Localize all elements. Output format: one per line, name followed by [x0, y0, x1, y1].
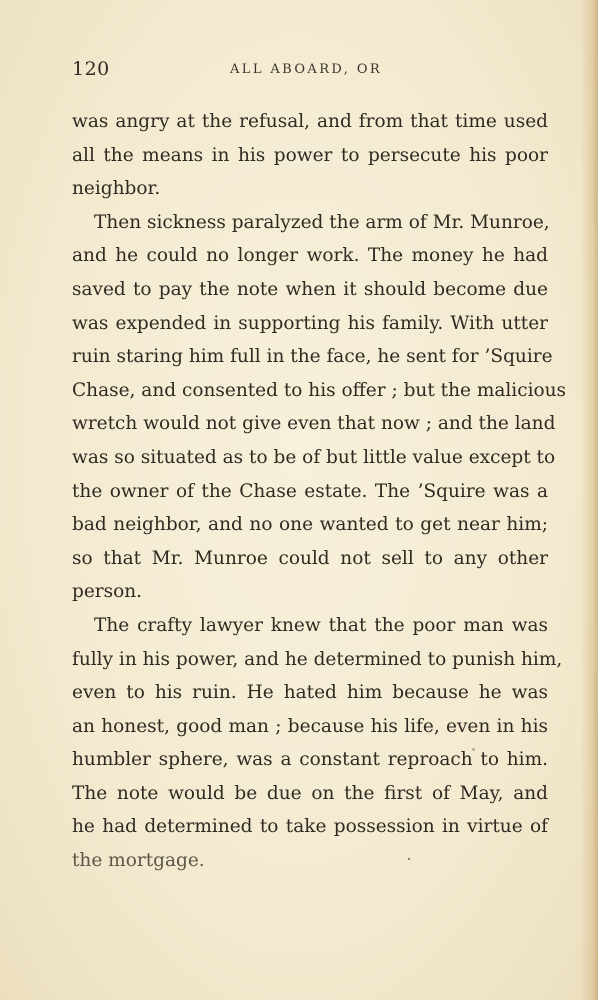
body-text	[72, 105, 567, 878]
paragraph-3	[72, 609, 563, 878]
text-line: was so situated as to be of but little value except to	[72, 446, 556, 468]
text-line: and he could no longer work. The money he had	[72, 245, 548, 267]
running-head: ALL ABOARD, OR	[230, 62, 383, 77]
text-line: bad neighbor, and no one wanted to get near him;	[72, 514, 548, 536]
page-number: 120	[72, 58, 110, 80]
text-line: was expended in supporting his family. With utter	[72, 312, 548, 334]
paragraph-1	[72, 105, 548, 206]
text-line: humbler sphere, was a constant reproach to him.	[72, 749, 548, 771]
text-line: Chase, and consented to his offer ; but the malicious	[72, 379, 567, 401]
text-line: an honest, good man ; because his life, even in his	[72, 715, 548, 737]
text-line: fully in his power, and he determined to punish him,	[72, 648, 563, 670]
text-line: the owner of the Chase estate. The ’Squire was a	[72, 480, 548, 502]
page-header	[72, 58, 546, 82]
text-line: the mortgage.	[72, 850, 205, 872]
text-line: even to his ruin. He hated him because he was	[72, 682, 548, 704]
text-line: The note would be due on the first of May, and	[72, 782, 548, 804]
text-line: so that Mr. Munroe could not sell to any other	[72, 547, 548, 569]
text-line: person.	[72, 581, 143, 603]
page-edge-shadow	[580, 0, 598, 1000]
text-line: wretch would not give even that now ; and the land	[72, 413, 556, 435]
paragraph-2	[72, 206, 567, 609]
text-line: The crafty lawyer knew that the poor man was	[94, 614, 548, 636]
ink-speck	[472, 748, 475, 751]
text-line: all the means in his power to persecute his poor	[72, 144, 548, 166]
text-line: was angry at the refusal, and from that time used	[72, 111, 548, 132]
text-line: ruin staring him full in the face, he sent for ’Squire	[72, 346, 553, 368]
ink-speck	[408, 858, 410, 860]
text-line: he had determined to take possession in virtue of	[72, 816, 548, 838]
text-line: neighbor.	[72, 178, 161, 200]
text-line: saved to pay the note when it should become due	[72, 278, 548, 300]
text-line: Then sickness paralyzed the arm of Mr. Munroe,	[94, 211, 550, 233]
